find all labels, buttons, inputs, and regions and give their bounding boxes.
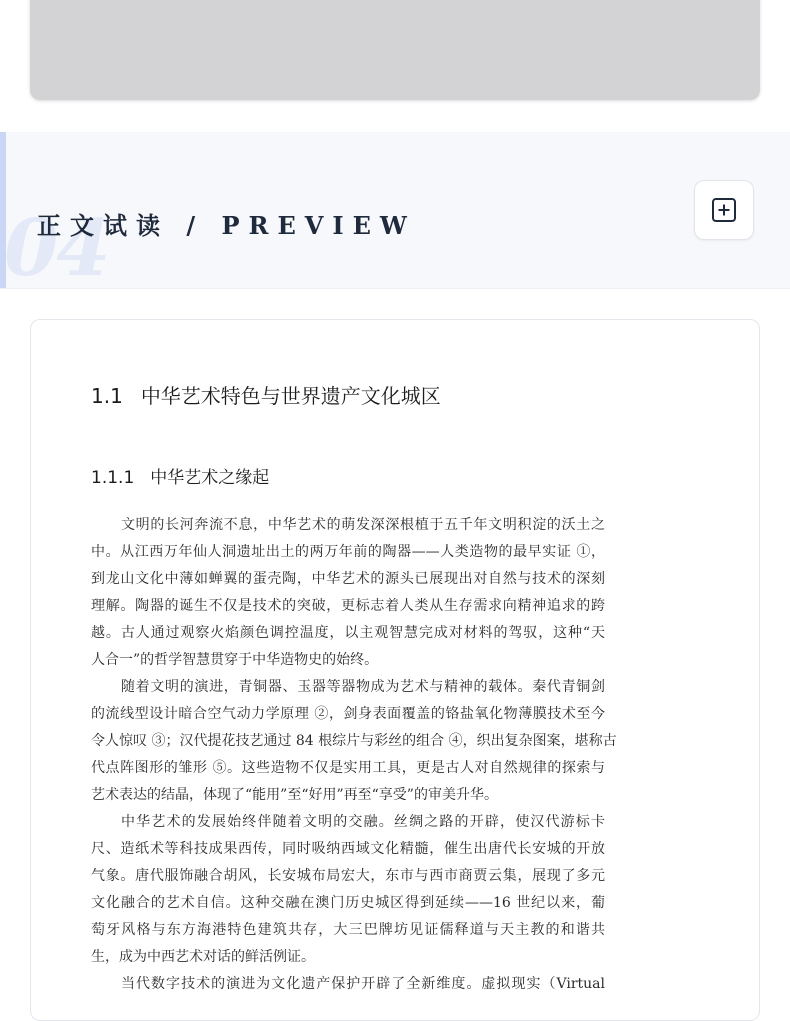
text-line: 理解。陶器的诞生不仅是技术的突破，更标志着人类从生存需求向精神追求的跨	[91, 598, 605, 614]
text-line: 代点阵图形的雏形 ⑤。这些造物不仅是实用工具，更是古人对自然规律的探索与	[91, 760, 605, 776]
body-text	[91, 512, 617, 998]
plus-square-icon	[711, 197, 737, 223]
text-line: 中华艺术的发展始终伴随着文明的交融。丝绸之路的开辟，使汉代游标卡	[121, 814, 605, 830]
text-line: 令人惊叹 ③；汉代提花技艺通过 84 根综片与彩丝的组合 ④，织出复杂图案，堪称古	[91, 733, 617, 749]
add-button[interactable]	[694, 180, 754, 240]
heading-1	[91, 380, 441, 409]
heading-2-number: 1.1.1	[91, 468, 135, 488]
text-line: 萄牙风格与东方海港特色建筑共存，大三巴牌坊见证儒释道与天主教的和谐共	[91, 922, 605, 938]
text-line: 文化融合的艺术自信。这种交融在澳门历史城区得到延续——16 世纪以来，葡	[91, 895, 605, 911]
preview-card	[30, 319, 760, 1021]
image-placeholder-card	[30, 0, 760, 100]
text-line: 气象。唐代服饰融合胡风，长安城布局宏大，东市与西市商贾云集，展现了多元	[91, 868, 605, 884]
text-line: 到龙山文化中薄如蝉翼的蛋壳陶，中华艺术的源头已展现出对自然与技术的深刻	[91, 571, 605, 587]
section-number: 04	[4, 203, 109, 294]
text-line: 越。古人通过观察火焰颜色调控温度，以主观智慧完成对材料的驾驭，这种“天	[91, 625, 605, 641]
heading-2-text: 中华艺术之缘起	[150, 468, 270, 488]
text-line: 文明的长河奔流不息，中华艺术的萌发深深根植于五千年文明积淀的沃土之	[121, 517, 605, 533]
heading-1-text: 中华艺术特色与世界遗产文化城区	[140, 384, 441, 408]
text-line: 随着文明的演进，青铜器、玉器等器物成为艺术与精神的载体。秦代青铜剑	[121, 679, 605, 695]
text-line: 人合一”的哲学智慧贯穿于中华造物史的始终。	[91, 652, 379, 668]
section-header	[0, 132, 790, 294]
text-line: 尺、造纸术等科技成果西传，同时吸纳西域文化精髓，催生出唐代长安城的开放	[91, 841, 605, 857]
text-line: 艺术表达的结晶，体现了“能用”至“好用”再至“享受”的审美升华。	[91, 787, 498, 803]
heading-1-number: 1.1	[91, 384, 123, 408]
heading-2	[91, 463, 269, 488]
text-line: 生，成为中西艺术对话的鲜活例证。	[91, 949, 315, 965]
text-line: 中。从江西万年仙人洞遗址出土的两万年前的陶器——人类造物的最早实证 ①，	[91, 544, 605, 560]
section-title: 正文试读 / PREVIEW	[37, 211, 416, 240]
text-line: 的流线型设计暗合空气动力学原理 ②，剑身表面覆盖的铬盐氧化物薄膜技术至今	[91, 706, 605, 722]
text-line: 当代数字技术的演进为文化遗产保护开辟了全新维度。虚拟现实（Virtual	[121, 976, 605, 992]
